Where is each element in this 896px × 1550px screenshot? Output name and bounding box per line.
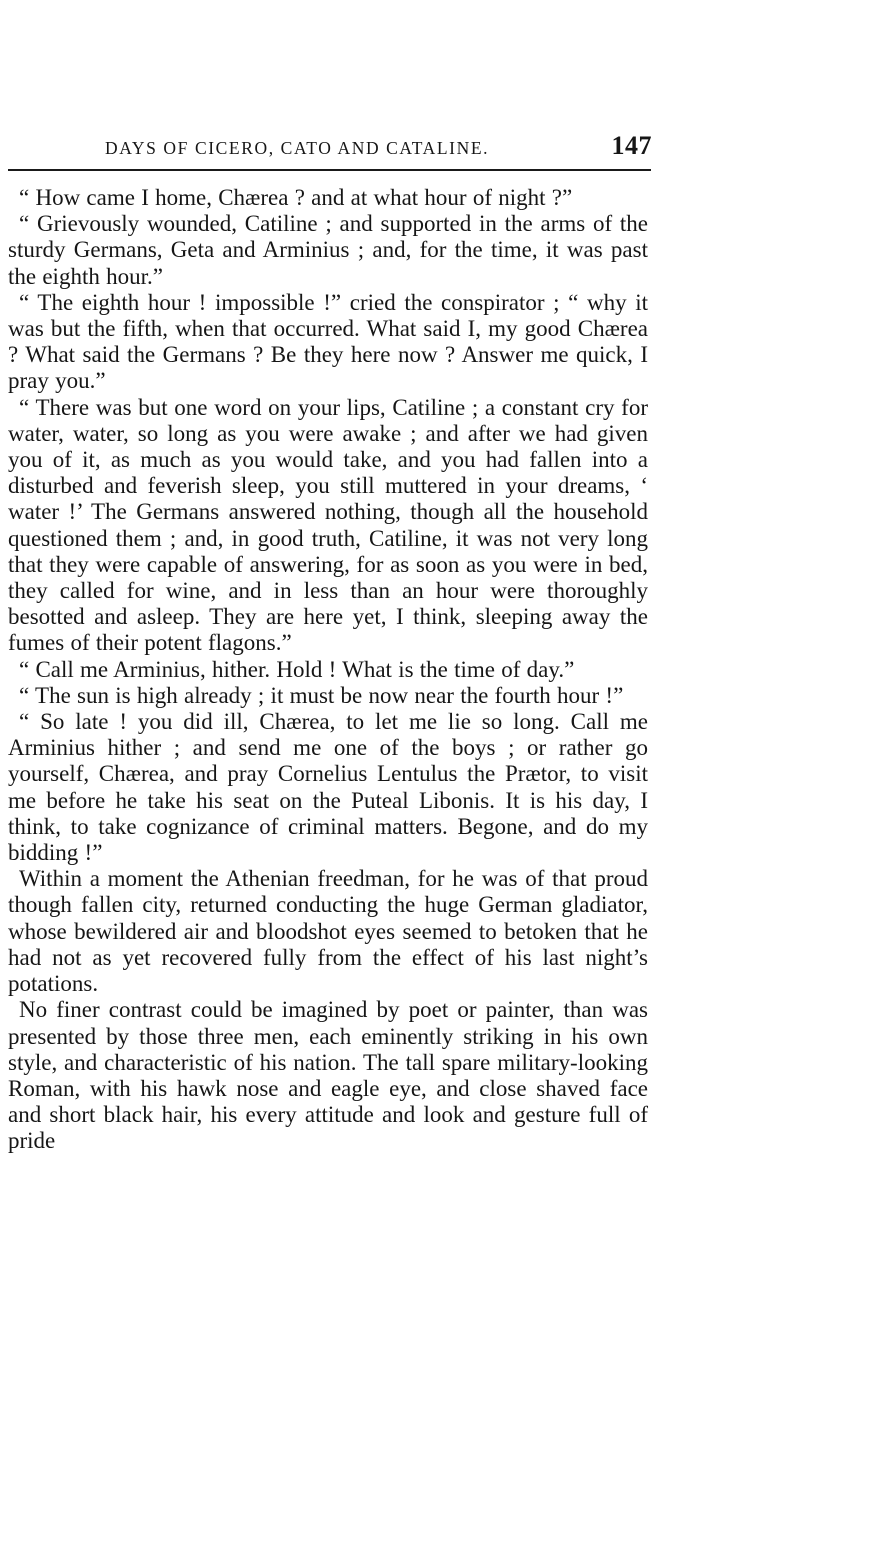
- paragraph: Within a moment the Athenian freedman, for he was of that proud though fallen city, returned conducting the huge German gladiator, whose bewildered air and bloodshot eyes seemed to betoken that he had not as yet recovered fully from the effect of his last night’s potations.: [8, 866, 648, 997]
- page-number: 147: [611, 131, 652, 160]
- paragraph: “ The sun is high already ; it must be now near the fourth hour !”: [19, 682, 624, 708]
- paragraph: “ Call me Arminius, hither. Hold ! What is the time of day.”: [19, 656, 575, 682]
- paragraph: “ How came I home, Chærea ? and at what hour of night ?”: [19, 185, 573, 210]
- page-header: [8, 130, 652, 166]
- paragraph: “ So late ! you did ill, Chærea, to let me lie so long. Call me Arminius hither ; and send me one of the boys ; or rather go yourself, Chærea, and pray Cornelius Lentulus the Prætor, to visit me before he take his seat on the Puteal Libonis. It is his day, I think, to take cognizance of criminal matters. Begone, and do my bidding !”: [8, 709, 648, 866]
- running-title: DAYS OF CICERO, CATO AND CATALINE.: [105, 138, 490, 158]
- paragraph: “ Grievously wounded, Catiline ; and supported in the arms of the sturdy Germans, Geta and Arminius ; and, for the time, it was past the eighth hour.”: [8, 211, 648, 289]
- paragraph: No finer contrast could be imagined by poet or painter, than was presented by those three men, each eminently striking in his own style, and characteristic of his nation. The tall spare military-looking Roman, with his hawk nose and eagle eye, and close shaved face and short black hair, his every attitude and look and gesture full of pride: [8, 997, 648, 1154]
- paragraph: “ The eighth hour ! impossible !” cried the conspirator ; “ why it was but the fifth, when that occurred. What said I, my good Chærea ? What said the Germans ? Be they here now ? Answer me quick, I pray you.”: [8, 289, 648, 394]
- paragraph: “ There was but one word on your lips, Catiline ; a constant cry for water, water, so long as you were awake ; and after we had given you of it, as much as you would take, and you had fallen into a disturbed and feverish sleep, you still muttered in your dreams, ‘ water !’ The Germans answered nothing, though all the household questioned them ; and, in good truth, Catiline, it was not very long that they were capable of answering, for as soon as you were in bed, they called for wine, and in less than an hour were thoroughly besotted and asleep. They are here yet, I think, sleeping away the fumes of their potent flagons.”: [8, 394, 648, 656]
- header-rule: [8, 169, 651, 171]
- body-text: [8, 185, 648, 1155]
